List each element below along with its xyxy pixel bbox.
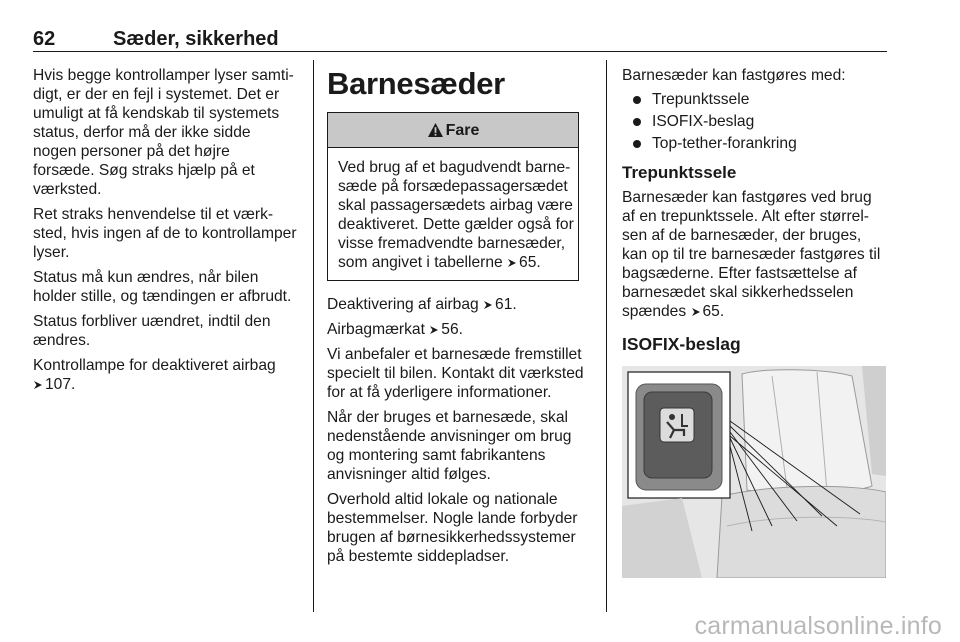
text-line: som angivet i tabellerne: [338, 254, 503, 271]
page-reference-arrow-icon: [429, 325, 439, 335]
text-line: lyser.: [33, 244, 70, 261]
text-line: Hvis begge kontrollamper lyser samti-: [33, 67, 294, 84]
text-line: Airbagmærkat: [327, 321, 425, 338]
column-divider-1: [313, 60, 314, 612]
text-line: Ved brug af et bagudvendt barne-: [338, 159, 571, 176]
page-reference[interactable]: 56.: [441, 321, 463, 338]
page-reference-arrow-icon: [691, 307, 701, 317]
text-line: digt, er der en fejl i systemet. Det er: [33, 86, 280, 103]
paragraph: [327, 490, 593, 566]
text-line: Status forbliver uændret, indtil den: [33, 313, 271, 330]
header-rule: [33, 51, 887, 52]
text-line: Deaktivering af airbag: [327, 296, 479, 313]
subheading-trepunktssele: Trepunktssele: [622, 163, 737, 182]
list-item: Trepunktssele: [622, 89, 887, 111]
list-item: Top-tether-forankring: [622, 133, 887, 155]
page-reference[interactable]: 61.: [495, 296, 517, 313]
page-reference-arrow-icon: [33, 380, 43, 390]
chapter-title: Barnesæder: [327, 66, 505, 101]
text-line: umuligt at få kendskab til systemets: [33, 105, 280, 122]
subheading-isofix: ISOFIX-beslag: [622, 334, 741, 354]
bullet-list: [622, 89, 887, 155]
text-line: af en trepunktssele. Alt efter størrel-: [622, 208, 870, 225]
section-title: Sæder, sikkerhed: [113, 28, 279, 50]
page-reference[interactable]: 65.: [702, 303, 725, 320]
text-line: Status må kun ændres, når bilen: [33, 269, 259, 286]
warning-header: [328, 113, 578, 148]
text-line: sted, hvis ingen af de to kontrollamper: [33, 225, 297, 242]
page-reference-arrow-icon: [483, 300, 493, 310]
column-3: [622, 66, 887, 578]
warning-label: Fare: [445, 121, 480, 139]
text-line: Overhold altid lokale og nationale: [327, 491, 558, 508]
page-reference[interactable]: 107.: [45, 376, 76, 393]
watermark: carmanualsonline.info: [694, 612, 942, 640]
text-line: og montering samt fabrikantens: [327, 447, 546, 464]
text-line: spændes: [622, 303, 687, 320]
paragraph: [33, 268, 303, 306]
reference-line: [338, 253, 568, 272]
paragraph: [622, 188, 887, 321]
text-line: status, derfor må der ikke sidde: [33, 124, 251, 141]
text-line: nogen personer på det højre: [33, 143, 230, 160]
column-divider-2: [606, 60, 607, 612]
text-line: anvisninger altid følges.: [327, 466, 491, 483]
column-1: [33, 66, 303, 400]
warning-triangle-icon: [427, 122, 444, 138]
text-line: Vi anbefaler et barnesæde fremstillet: [327, 346, 582, 363]
paragraph: [33, 312, 303, 350]
text-line: bestemmelser. Nogle lande forbyder: [327, 510, 578, 527]
reference-line: [622, 302, 887, 321]
text-line: Når der bruges et barnesæde, skal: [327, 409, 568, 426]
text-line: sæde på forsædepassagersædet: [338, 178, 568, 195]
warning-box: [327, 112, 579, 281]
text-line: på bestemte siddepladser.: [327, 548, 510, 565]
paragraph: [33, 66, 303, 199]
intro-text: Barnesæder kan fastgøres med:: [622, 67, 846, 84]
text-line: specielt til bilen. Kontakt dit værksted: [327, 365, 584, 382]
isofix-child-seat-icon: [660, 408, 694, 442]
text-line: barnesædet skal sikkerhedsselen: [622, 284, 854, 301]
isofix-illustration: [622, 366, 886, 578]
text-line: værksted.: [33, 181, 102, 198]
reference-line: [327, 320, 593, 339]
reference-line[interactable]: [33, 375, 303, 394]
paragraph: [33, 356, 303, 394]
page-number: 62: [33, 28, 56, 50]
text-line: brugen af børnesikkerhedssystemer: [327, 529, 576, 546]
text-line: bagsæderne. Efter fastsættelse af: [622, 265, 857, 282]
reference-paragraph: [327, 295, 593, 314]
paragraph: [33, 205, 303, 262]
text-line: kan op til tre barnesæder fastgøres til: [622, 246, 881, 263]
text-line: holder stille, og tændingen er afbrudt.: [33, 288, 292, 305]
warning-body: [328, 148, 578, 280]
text-line: skal passagersædets airbag være: [338, 197, 573, 214]
text-line: Ret straks henvendelse til et værk-: [33, 206, 274, 223]
reference-paragraph: [327, 320, 593, 339]
text-line: for at få yderligere informationer.: [327, 384, 552, 401]
text-line: ændres.: [33, 332, 91, 349]
text-line: nedenstående anvisninger om brug: [327, 428, 572, 445]
text-line: Kontrollampe for deaktiveret airbag: [33, 357, 276, 374]
text-line: deaktiveret. Dette gælder også for: [338, 216, 574, 233]
paragraph: [327, 345, 593, 402]
page-reference[interactable]: 65.: [519, 254, 541, 271]
page-reference-arrow-icon: [507, 258, 517, 268]
reference-line: [327, 295, 593, 314]
page-header: [33, 28, 887, 50]
text-line: sen af de barnesæder, der bruges,: [622, 227, 862, 244]
text-line: visse fremadvendte barnesæder,: [338, 235, 566, 252]
text-line: forsæde. Søg straks hjælp på et: [33, 162, 255, 179]
paragraph: [327, 408, 593, 484]
column-2: [327, 66, 593, 572]
text-line: Barnesæder kan fastgøres ved brug: [622, 189, 872, 206]
list-item: ISOFIX-beslag: [622, 111, 887, 133]
